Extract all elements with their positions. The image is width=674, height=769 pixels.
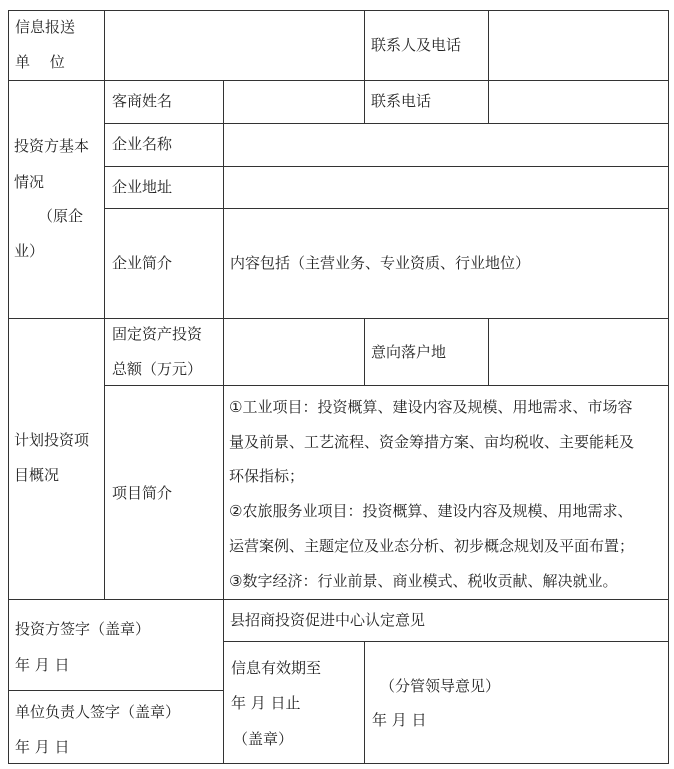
client-name-label: 客商姓名 [112,92,173,110]
investor-date-label: 年 月 日 [15,656,70,674]
leader-date-label: 年 月 日 [372,711,427,729]
fixed-investment-label: 总额（万元） [112,360,203,378]
rule [8,318,668,319]
unit-head-signature-label: 单位负责人签字（盖章） [15,703,181,721]
investor-section-label: 投资方基本 [14,137,90,155]
leader-opinion-label: （分管领导意见） [380,677,501,695]
rule [104,208,668,209]
project-intro-line: 量及前景、工艺流程、资金筹措方案、亩均税收、主要能耗及 [229,433,635,451]
seal-label: （盖章） [233,730,294,748]
project-intro-line: ③数字经济：行业前景、商业模式、税收贡献、解决就业。 [229,572,618,590]
unit-head-date-label: 年 月 日 [15,738,70,756]
rule [104,123,668,124]
rule [223,123,224,599]
rule [8,763,668,764]
valid-until-label: 信息有效期至 [231,659,322,677]
project-intro-line: ①工业项目：投资概算、建设内容及规模、用地需求、市场容 [229,398,633,416]
county-opinion-label: 县招商投资促进中心认定意见 [230,611,426,629]
location-label: 意向落户地 [371,343,447,361]
rule [8,690,223,691]
rule [488,318,489,385]
rule [104,166,668,167]
rule [488,10,489,123]
project-intro-line: ②农旅服务业项目：投资概算、建设内容及规模、用地需求、 [229,502,633,520]
rule [223,80,224,123]
info-unit-label: 信息报送 [15,18,76,36]
investor-section-label: （原企 [38,207,84,225]
rule [364,10,365,123]
rule [223,641,668,642]
project-intro-line: 环保指标； [229,467,305,485]
info-unit-label: 单 位 [15,53,65,71]
investor-section-label: 业） [14,242,45,260]
project-intro-line: 运营案例、主题定位及业态分析、初步概念规划及平面布置； [229,537,635,555]
rule [668,10,669,764]
rule [8,10,9,764]
project-section-label: 计划投资项 [14,431,90,449]
company-address-label: 企业地址 [112,178,173,196]
rule [104,385,668,386]
rule [104,10,105,599]
rule [223,599,224,764]
rule [364,641,365,764]
company-intro-hint: 内容包括（主营业务、专业资质、行业地位） [230,254,531,272]
company-name-label: 企业名称 [112,135,173,153]
rule [8,80,668,81]
project-intro-label: 项目简介 [112,484,173,502]
fixed-investment-label: 固定资产投资 [112,325,203,343]
investor-section-label: 情况 [14,173,45,191]
rule [8,599,668,600]
project-section-label: 目概况 [14,466,60,484]
investor-signature-label: 投资方签字（盖章） [15,620,151,638]
contact-person-phone-label: 联系人及电话 [371,36,462,54]
company-intro-label: 企业简介 [112,254,173,272]
valid-date-label: 年 月 日止 [231,694,301,712]
contact-phone-label: 联系电话 [371,92,432,110]
rule [364,318,365,385]
rule [8,10,668,11]
